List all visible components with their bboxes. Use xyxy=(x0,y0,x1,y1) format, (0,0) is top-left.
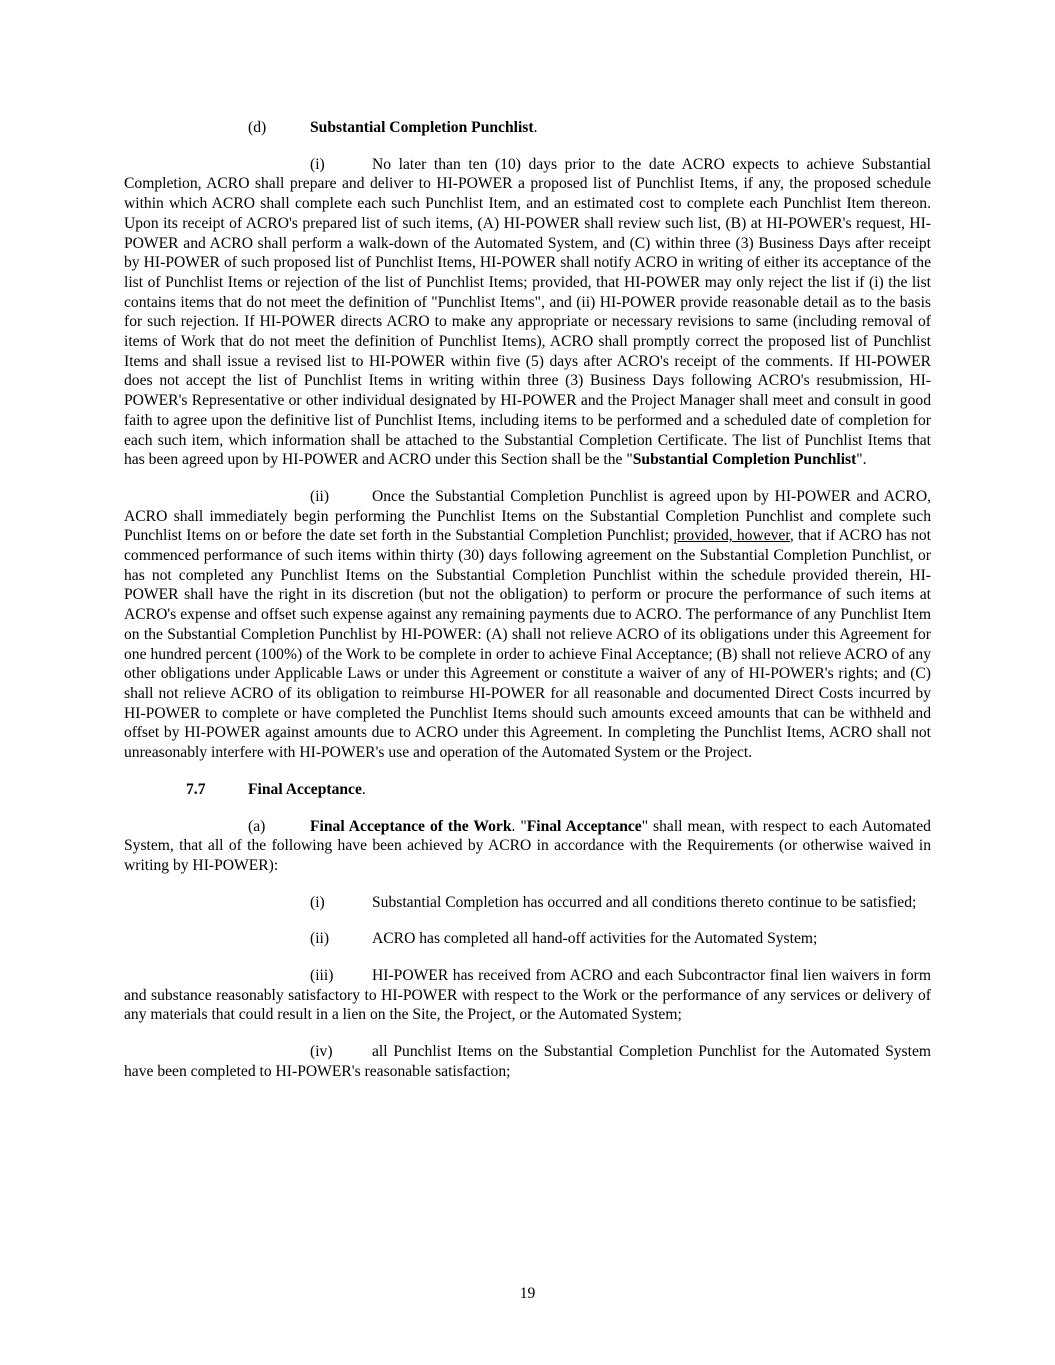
paragraph-7-7-a xyxy=(124,817,931,876)
paragraph-d-ii-underlined: provided, however xyxy=(673,527,790,545)
list-item-label: (i) xyxy=(310,893,325,911)
paragraph-d-i-text-b: ". xyxy=(856,451,867,469)
section-d-period: . xyxy=(533,119,538,136)
paragraph-7-7-a-title: Final Acceptance of the Work xyxy=(310,817,512,835)
paragraph-d-ii-text-a: Once the Substantial Completion Punchlist is agreed upon by HI-POWER and ACRO, ACRO shall immediately begin performing the Punchlist Items on the Substantial Completion Punchlist and complete such Punchlist Items on or before the date set forth in the Substantial Completion Punchlist; xyxy=(124,487,931,545)
paragraph-d-i-label: (i) xyxy=(310,155,325,173)
paragraph-d-i-term: Substantial Completion Punchlist xyxy=(632,451,857,469)
list-item xyxy=(124,893,931,913)
list-item-text: HI-POWER has received from ACRO and each Subcontractor final lien waivers in form and substance reasonably satisfactory to HI-POWER with respect to the Work or the performance of any services or delivery of any materials that could result in a lien on the Site, the Project, or the Automated System; xyxy=(124,967,931,1024)
section-7-7-period: . xyxy=(361,780,366,798)
paragraph-d-i-text-a: No later than ten (10) days prior to the date ACRO expects to achieve Substantial Completion, ACRO shall prepare and deliver to HI-POWER a proposed list of Punchlist Items, if any, the proposed schedule within which ACRO shall complete each such Punchlist Item, and an estimated cost to complete each Punchlist Item thereon. Upon its receipt of ACRO's prepared list of such items, (A) HI-POWER shall review such list, (B) at HI-POWER's request, HI-POWER and ACRO shall perform a walk-down of the Automated System, and (C) within three (3) Business Days after receipt by HI-POWER of such proposed list of Punchlist Items, HI-POWER shall notify ACRO in writing of either its acceptance of the list of Punchlist Items or rejection of the list of Punchlist Items; provided, that HI-POWER may only reject the list if (i) the list contains items that do not meet the definition of "Punchlist Items", and (ii) HI-POWER provide reasonable detail as to the basis for such rejection. If HI-POWER directs ACRO to make any appropriate or necessary revisions to same (including removal of items of Work that do not meet the definition of Punchlist Items), ACRO shall promptly correct the proposed list of Punchlist Items and shall issue a revised list to HI-POWER within five (5) days after ACRO's receipt of the comments. If HI-POWER does not accept the list of Punchlist Items in writing within three (3) Business Days following ACRO's resubmission, HI-POWER's Representative or other individual designated by HI-POWER and the Project Manager shall meet and consult in good faith to agree upon the definitive list of Punchlist Items, including items to be performed and a scheduled date of completion for each such item, which information shall be attached to the Substantial Completion Certificate. The list of Punchlist Items that has been agreed upon by HI-POWER and ACRO under this Section shall be the " xyxy=(124,155,931,469)
paragraph-d-ii xyxy=(124,487,931,763)
paragraph-d-ii-text-b: , that if ACRO has not commenced performance of such items within thirty (30) days following agreement on the Substantial Completion Punchlist, or has not completed any Punchlist Items on the Substantial Completion Punchlist within the schedule provided therein, HI-POWER shall have the right in its discretion (but not the obligation) to perform or procure the performance of such items at ACRO's expense and offset such expense against any remaining payments due to ACRO. The performance of any Punchlist Item on the Substantial Completion Punchlist by HI-POWER: (A) shall not relieve ACRO of its obligations under this Agreement for one hundred percent (100%) of the Work to be complete in order to achieve Final Acceptance; (B) shall not relieve ACRO of any other obligations under Applicable Laws or under this Agreement or constitute a waiver of any of HI-POWER's rights; and (C) shall not relieve ACRO of its obligation to reimburse HI-POWER for all reasonable and documented Direct Costs incurred by HI-POWER to complete or have completed the Punchlist Items should such amounts exceed amounts that can be withheld and offset by HI-POWER against amounts due to ACRO under this Agreement. In completing the Punchlist Items, ACRO shall not unreasonably interfere with HI-POWER's use and operation of the Automated System or the Project. xyxy=(124,527,931,762)
list-item xyxy=(124,1042,931,1081)
list-item xyxy=(124,966,931,1025)
paragraph-7-7-a-term: Final Acceptance xyxy=(526,817,642,835)
section-d-title: Substantial Completion Punchlist xyxy=(310,119,534,136)
paragraph-d-i xyxy=(124,155,931,470)
list-item-text: ACRO has completed all hand-off activities for the Automated System; xyxy=(372,930,818,948)
paragraph-7-7-a-label: (a) xyxy=(248,817,266,835)
paragraph-7-7-a-text: " shall mean, with respect to each Automated System, that all of the following have been achieved by ACRO in accordance with the Requirements (or otherwise waived in writing by HI-POWER): xyxy=(124,817,931,874)
section-d-heading xyxy=(124,118,931,138)
paragraph-d-ii-label: (ii) xyxy=(310,487,330,505)
section-7-7-heading xyxy=(124,780,931,800)
list-item xyxy=(124,929,931,949)
page-number: 19 xyxy=(519,1285,536,1302)
section-d-label: (d) xyxy=(248,119,267,136)
section-7-7-label: 7.7 xyxy=(186,780,206,798)
list-item-label: (iii) xyxy=(310,967,334,985)
section-7-7-title: Final Acceptance xyxy=(248,780,362,798)
document-body xyxy=(124,118,931,1082)
list-item-text: Substantial Completion has occurred and all conditions thereto continue to be satisfied; xyxy=(372,893,917,911)
list-item-text: all Punchlist Items on the Substantial Completion Punchlist for the Automated System have been completed to HI-POWER's reasonable satisfaction; xyxy=(124,1043,931,1080)
paragraph-7-7-a-sep: . " xyxy=(511,817,527,835)
list-item-label: (iv) xyxy=(310,1043,333,1061)
list-item-label: (ii) xyxy=(310,930,330,948)
